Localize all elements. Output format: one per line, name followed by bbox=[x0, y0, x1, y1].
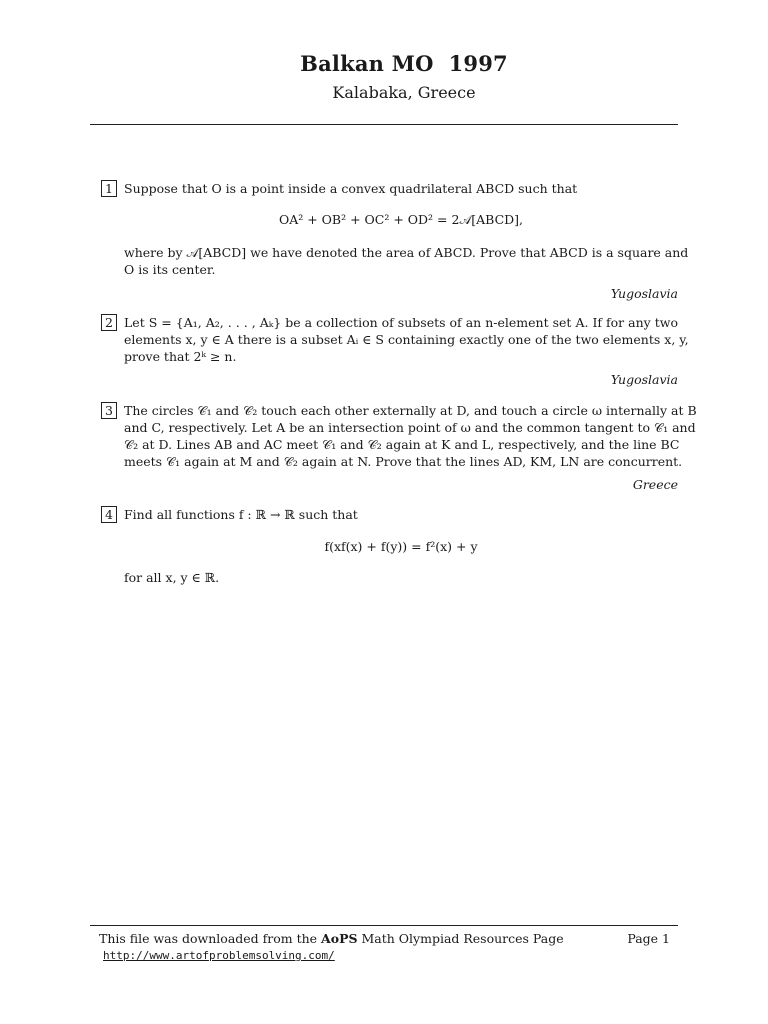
header-rule bbox=[90, 124, 678, 125]
footer-note bbox=[99, 930, 564, 947]
document-title: Balkan MO 1997 bbox=[300, 51, 508, 76]
problem-text-line: Suppose that O is a point inside a convex quadrilateral ABCD such that bbox=[124, 181, 578, 196]
problem-text-line: Let S = {A₁, A₂, . . . , Aₖ} be a collection of subsets of an n-element set A. If for any two bbox=[124, 315, 678, 330]
problem-source: Yugoslavia bbox=[610, 286, 678, 301]
problem-text-line: The circles 𝒞₁ and 𝒞₂ touch each other externally at D, and touch a circle ω internally at B bbox=[124, 403, 697, 418]
problem-source: Greece bbox=[632, 477, 678, 492]
problem-text-line: where by 𝒜[ABCD] we have denoted the area of ABCD. Prove that ABCD is a square and bbox=[124, 245, 689, 260]
footer-brand: AoPS bbox=[321, 931, 358, 946]
problem-equation: OA² + OB² + OC² + OD² = 2𝒜[ABCD], bbox=[278, 212, 524, 227]
page-number: Page 1 bbox=[627, 931, 670, 946]
problem-text-line: elements x, y ∈ A there is a subset Aᵢ ∈ S containing exactly one of the two elements x, y, bbox=[124, 332, 689, 347]
problem-number: 2 bbox=[101, 314, 117, 331]
footer-text-before: This file was downloaded from the bbox=[99, 931, 322, 946]
problem-text-line: and C, respectively. Let A be an intersection point of ω and the common tangent to 𝒞₁ and bbox=[124, 420, 696, 435]
problem-number: 1 bbox=[101, 180, 117, 197]
problem-number: 4 bbox=[101, 506, 117, 523]
problem-text-line: meets 𝒞₁ again at M and 𝒞₂ again at N. Prove that the lines AD, KM, LN are concurrent. bbox=[124, 454, 683, 469]
footer-text-after: Math Olympiad Resources Page bbox=[357, 931, 564, 946]
problem-text-line: for all x, y ∈ ℝ. bbox=[124, 570, 220, 585]
document-subtitle: Kalabaka, Greece bbox=[332, 83, 476, 102]
footer-url-link[interactable]: http://www.artofproblemsolving.com/ bbox=[103, 949, 335, 962]
problem-source: Yugoslavia bbox=[610, 372, 678, 387]
problem-text-line: 𝒞₂ at D. Lines AB and AC meet 𝒞₁ and 𝒞₂ again at K and L, respectively, and the line BC bbox=[124, 437, 680, 452]
problem-equation: f(xf(x) + f(y)) = f²(x) + y bbox=[324, 539, 478, 554]
problem-text-line: prove that 2ᵏ ≥ n. bbox=[124, 349, 237, 364]
problem-text-line: O is its center. bbox=[124, 262, 216, 277]
problem-text-line: Find all functions f : ℝ → ℝ such that bbox=[124, 507, 358, 522]
problem-number: 3 bbox=[101, 402, 117, 419]
footer-rule bbox=[90, 925, 678, 926]
